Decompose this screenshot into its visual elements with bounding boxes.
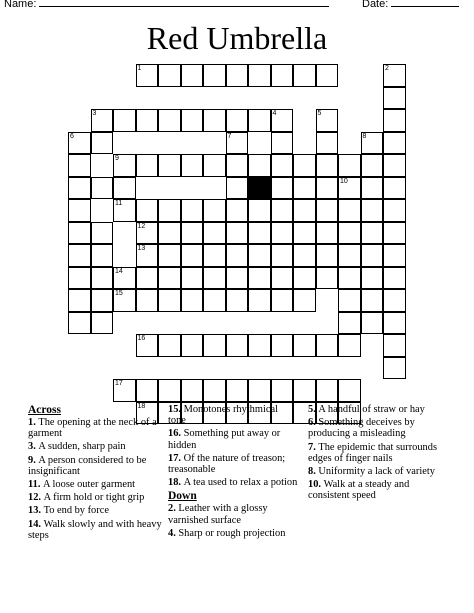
grid-cell[interactable]	[136, 379, 159, 402]
grid-cell[interactable]	[316, 334, 339, 357]
grid-cell[interactable]	[271, 379, 294, 402]
grid-cell[interactable]	[338, 312, 361, 335]
clue-item	[28, 417, 163, 439]
clue-text: Monotones rhythmical tone	[168, 404, 278, 427]
grid-cell[interactable]	[361, 222, 384, 245]
grid-cell[interactable]	[383, 289, 406, 312]
clues-column-1	[28, 404, 163, 543]
clue-text: The opening at the neck of a garment	[28, 417, 157, 440]
grid-cell[interactable]	[68, 154, 91, 177]
grid-cell[interactable]	[136, 289, 159, 312]
grid-cell[interactable]	[316, 154, 339, 177]
grid-cell[interactable]	[136, 244, 159, 267]
clue-text: A person considered to be insignificant	[28, 454, 147, 477]
grid-cell[interactable]	[181, 154, 204, 177]
clue-number-label: 9.	[28, 454, 39, 466]
clue-item	[308, 466, 438, 477]
grid-cell[interactable]	[316, 132, 339, 155]
grid-cell[interactable]	[316, 222, 339, 245]
grid-cell[interactable]	[383, 199, 406, 222]
clues-column-3	[308, 404, 438, 504]
clue-text: A sudden, sharp pain	[38, 441, 126, 453]
clue-number-label: 13.	[28, 505, 44, 517]
grid-cell[interactable]	[361, 289, 384, 312]
grid-cell[interactable]	[91, 222, 114, 245]
grid-cell[interactable]	[226, 199, 249, 222]
grid-cell[interactable]	[271, 289, 294, 312]
clue-number-label: 7.	[308, 441, 319, 453]
grid-cell[interactable]	[226, 334, 249, 357]
grid-cell[interactable]	[203, 109, 226, 132]
grid-cell[interactable]	[316, 109, 339, 132]
grid-cell[interactable]	[271, 109, 294, 132]
grid-cell[interactable]	[181, 289, 204, 312]
grid-cell[interactable]	[203, 199, 226, 222]
clue-text: The epidemic that surrounds edges of finger nails	[308, 441, 437, 464]
clue-number-label: 17.	[168, 452, 184, 464]
clue-text: A firm hold or tight grip	[43, 492, 145, 504]
grid-cell[interactable]	[91, 289, 114, 312]
clue-item	[28, 519, 163, 541]
clue-text: A tea used to relax a potion	[183, 477, 298, 489]
grid-cell[interactable]	[248, 334, 271, 357]
clue-number: 1	[137, 65, 142, 72]
grid-cell[interactable]	[293, 379, 316, 402]
grid-cell[interactable]	[68, 267, 91, 290]
clue-number: 3	[92, 110, 97, 117]
grid-cell[interactable]	[361, 132, 384, 155]
grid-cell[interactable]	[248, 379, 271, 402]
grid-cell[interactable]	[136, 64, 159, 87]
grid-cell[interactable]	[158, 154, 181, 177]
clue-text: A handful of straw or hay	[318, 404, 425, 415]
grid-cell[interactable]	[203, 289, 226, 312]
grid-cell[interactable]	[68, 289, 91, 312]
clue-number-label: 16.	[168, 428, 184, 440]
clue-item	[28, 441, 163, 452]
grid-cell[interactable]	[181, 379, 204, 402]
grid-cell[interactable]	[91, 109, 114, 132]
grid-cell[interactable]	[248, 199, 271, 222]
grid-cell[interactable]	[271, 222, 294, 245]
grid-cell[interactable]	[158, 289, 181, 312]
grid-cell[interactable]	[226, 222, 249, 245]
grid-cell[interactable]	[91, 312, 114, 335]
grid-cell[interactable]	[293, 267, 316, 290]
clue-number-label: 4.	[168, 527, 179, 539]
grid-cell[interactable]	[383, 64, 406, 87]
grid-cell[interactable]	[68, 199, 91, 222]
grid-cell[interactable]	[248, 267, 271, 290]
clue-item	[168, 528, 298, 539]
clue-number: 18	[137, 402, 146, 410]
grid-cell[interactable]	[136, 109, 159, 132]
clue-number-label: 10.	[308, 479, 324, 491]
grid-cell[interactable]	[361, 312, 384, 335]
date-label-text: Date:	[362, 0, 389, 10]
grid-cell[interactable]	[203, 379, 226, 402]
grid-cell[interactable]	[181, 222, 204, 245]
grid-cell[interactable]	[203, 222, 226, 245]
clue-number-label: 2.	[168, 503, 179, 515]
puzzle-title: Red Umbrella	[146, 20, 328, 56]
grid-cell[interactable]	[316, 64, 339, 87]
clue-number: 7	[227, 132, 232, 140]
grid-cell[interactable]	[181, 244, 204, 267]
grid-cell[interactable]	[338, 177, 361, 200]
grid-cell[interactable]	[361, 177, 384, 200]
clue-text: To end by force	[43, 505, 109, 517]
clue-number: 8	[362, 132, 367, 140]
clue-item	[28, 505, 163, 516]
clue-text: Uniformity a lack of variety	[318, 466, 435, 478]
grid-cell[interactable]	[68, 312, 91, 335]
name-label-text: Name:	[4, 0, 37, 10]
grid-cell[interactable]	[338, 289, 361, 312]
grid-cell[interactable]	[293, 64, 316, 87]
grid-cell[interactable]	[91, 132, 114, 155]
grid-cell[interactable]	[316, 199, 339, 222]
grid-cell[interactable]	[226, 154, 249, 177]
clue-number: 15	[115, 290, 123, 297]
grid-cell[interactable]	[113, 379, 136, 402]
clue-number: 4	[272, 110, 277, 117]
grid-cell[interactable]	[383, 109, 406, 132]
grid-cell[interactable]	[293, 222, 316, 245]
grid-cell[interactable]	[271, 132, 294, 155]
clue-number-label: 12.	[28, 492, 44, 504]
clue-item	[168, 404, 298, 426]
clues-column-2	[168, 404, 298, 541]
grid-cell[interactable]	[203, 244, 226, 267]
grid-cell[interactable]	[113, 154, 136, 177]
grid-cell[interactable]	[158, 109, 181, 132]
grid-cell[interactable]	[271, 334, 294, 357]
grid-cell[interactable]	[158, 222, 181, 245]
grid-cell[interactable]	[248, 222, 271, 245]
clue-number-label: 15.	[168, 404, 184, 415]
grid-cell[interactable]	[293, 334, 316, 357]
grid-cell[interactable]	[226, 109, 249, 132]
clue-number: 6	[70, 132, 74, 140]
grid-cell[interactable]	[338, 222, 361, 245]
grid-cell[interactable]	[271, 244, 294, 267]
clue-number: 11	[115, 200, 123, 207]
clue-item	[168, 453, 298, 475]
grid-cell[interactable]	[316, 267, 339, 290]
grid-cell[interactable]	[203, 154, 226, 177]
grid-cell[interactable]	[338, 244, 361, 267]
grid-cell[interactable]	[383, 222, 406, 245]
grid-cell[interactable]	[226, 64, 249, 87]
grid-cell[interactable]	[383, 267, 406, 290]
clue-text: Walk slowly and with heavy steps	[28, 518, 162, 541]
grid-cell[interactable]	[68, 177, 91, 200]
clue-item	[168, 477, 298, 488]
clue-number-label: 3.	[28, 441, 39, 453]
grid-cell[interactable]	[91, 244, 114, 267]
grid-cell[interactable]	[158, 334, 181, 357]
grid-cell[interactable]	[316, 379, 339, 402]
clue-text: Something put away or hidden	[168, 428, 281, 451]
clue-item	[308, 479, 438, 501]
clue-item	[28, 455, 163, 477]
grid-cell[interactable]	[158, 267, 181, 290]
grid-cell[interactable]	[271, 267, 294, 290]
grid-cell[interactable]	[158, 64, 181, 87]
clue-item	[28, 492, 163, 503]
grid-cell[interactable]	[338, 154, 361, 177]
grid-cell[interactable]	[293, 177, 316, 200]
clue-number-label: 8.	[308, 466, 319, 478]
grid-cell[interactable]	[271, 199, 294, 222]
clue-item	[308, 442, 438, 464]
clue-text: Leather with a glossy varnished surface	[168, 503, 268, 526]
clue-number: 9	[115, 155, 119, 162]
grid-cell[interactable]	[113, 267, 136, 290]
grid-cell[interactable]	[316, 244, 339, 267]
clue-number: 14	[115, 267, 123, 275]
clue-number: 12	[137, 222, 146, 230]
clue-number-label: 6.	[308, 417, 319, 429]
grid-cell[interactable]	[68, 244, 91, 267]
grid-cell[interactable]	[383, 334, 406, 357]
grid-cell[interactable]	[226, 379, 249, 402]
grid-cell[interactable]	[113, 109, 136, 132]
clue-item	[168, 503, 298, 525]
grid-cell[interactable]	[226, 177, 249, 200]
grid-cell[interactable]	[203, 64, 226, 87]
clue-text: A loose outer garment	[43, 479, 136, 491]
grid-cell[interactable]	[136, 267, 159, 290]
clue-text: Walk at a steady and consistent speed	[308, 479, 410, 502]
grid-cell[interactable]	[248, 244, 271, 267]
clue-text: Sharp or rough projection	[178, 527, 286, 539]
clue-number: 10	[340, 177, 348, 185]
grid-cell[interactable]	[361, 199, 384, 222]
grid-cell[interactable]	[383, 177, 406, 200]
grid-cell[interactable]	[181, 109, 204, 132]
grid-cell[interactable]	[91, 177, 114, 200]
grid-cell[interactable]	[136, 334, 159, 357]
grid-cell[interactable]	[293, 289, 316, 312]
grid-cell[interactable]	[383, 357, 406, 380]
clue-number-label: 14.	[28, 518, 44, 530]
grid-cell[interactable]	[136, 199, 159, 222]
grid-cell[interactable]	[338, 334, 361, 357]
grid-cell[interactable]	[113, 177, 136, 200]
grid-cell[interactable]	[158, 244, 181, 267]
clue-text: Of the nature of treason; treasonable	[168, 452, 286, 476]
grid-cell[interactable]	[383, 132, 406, 155]
grid-cell[interactable]	[158, 379, 181, 402]
grid-cell[interactable]	[158, 199, 181, 222]
grid-cell[interactable]	[293, 199, 316, 222]
grid-cell[interactable]	[68, 222, 91, 245]
grid-cell[interactable]	[248, 154, 271, 177]
grid-cell[interactable]	[361, 267, 384, 290]
grid-cell[interactable]	[271, 177, 294, 200]
grid-cell[interactable]	[226, 267, 249, 290]
grid-cell[interactable]	[271, 154, 294, 177]
grid-cell[interactable]	[271, 64, 294, 87]
grid-cell[interactable]	[293, 244, 316, 267]
clue-number: 2	[385, 65, 389, 72]
grid-cell[interactable]	[181, 64, 204, 87]
grid-cell[interactable]	[226, 244, 249, 267]
grid-cell[interactable]	[248, 289, 271, 312]
grid-cell[interactable]	[248, 64, 271, 87]
grid-cell[interactable]	[113, 289, 136, 312]
grid-cell[interactable]	[383, 154, 406, 177]
grid-cell[interactable]	[293, 154, 316, 177]
clue-number: 16	[137, 335, 146, 342]
grid-cell[interactable]	[181, 334, 204, 357]
across-heading: Across	[28, 404, 62, 416]
grid-cell[interactable]	[68, 132, 91, 155]
grid-cell[interactable]	[226, 132, 249, 155]
grid-cell[interactable]	[181, 199, 204, 222]
clue-number: 13	[137, 245, 146, 252]
clue-number: 17	[115, 380, 123, 387]
grid-cell[interactable]	[136, 154, 159, 177]
grid-cell[interactable]	[383, 312, 406, 335]
grid-cell[interactable]	[361, 244, 384, 267]
clue-item	[168, 428, 298, 450]
clue-number-label: 5.	[308, 404, 319, 415]
clue-item	[308, 417, 438, 439]
grid-cell[interactable]	[383, 244, 406, 267]
clue-item	[28, 479, 163, 490]
grid-cell[interactable]	[338, 379, 361, 402]
grid-cell[interactable]	[361, 154, 384, 177]
clue-number-label: 18.	[168, 477, 184, 489]
clue-number-label: 11.	[28, 479, 44, 491]
down-heading: Down	[168, 490, 197, 503]
clue-item	[308, 404, 438, 415]
grid-cell[interactable]	[248, 109, 271, 132]
grid-cell[interactable]	[383, 87, 406, 110]
grid-cell[interactable]	[338, 267, 361, 290]
grid-cell[interactable]	[316, 177, 339, 200]
black-cell	[248, 177, 271, 200]
grid-cell[interactable]	[203, 334, 226, 357]
grid-cell[interactable]	[181, 267, 204, 290]
grid-cell[interactable]	[136, 222, 159, 245]
grid-cell[interactable]	[226, 289, 249, 312]
clue-number: 5	[317, 110, 322, 117]
clue-text: Something deceives by producing a misleading	[308, 417, 415, 440]
grid-cell[interactable]	[113, 199, 136, 222]
grid-cell[interactable]	[91, 267, 114, 290]
clue-number-label: 1.	[28, 417, 39, 428]
grid-cell[interactable]	[338, 199, 361, 222]
grid-cell[interactable]	[203, 267, 226, 290]
